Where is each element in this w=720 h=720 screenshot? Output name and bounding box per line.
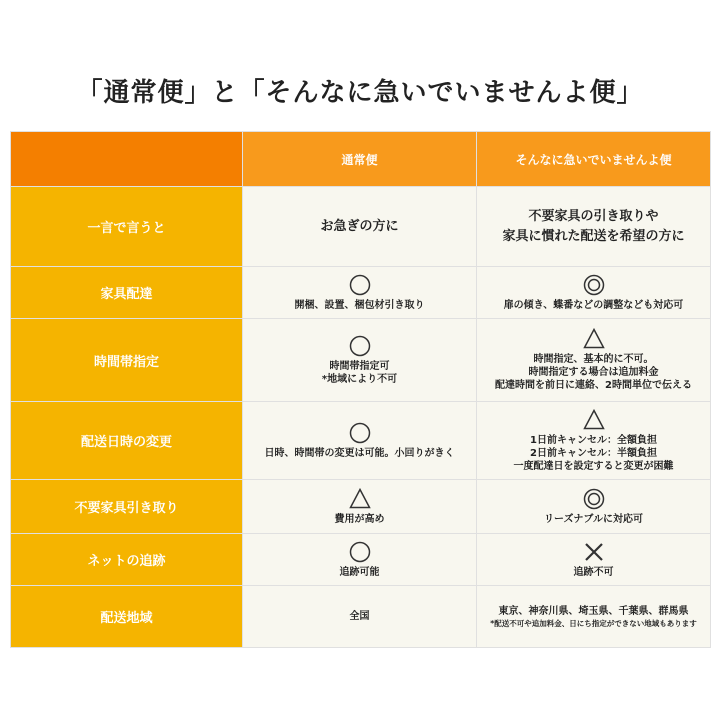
row-label: 一言で言うと <box>11 187 243 267</box>
row-label: 配送日時の変更 <box>11 402 243 480</box>
cell-text: 開梱、設置、梱包材引き取り <box>294 299 425 311</box>
cell-text: 追跡可能 <box>339 566 380 578</box>
cell-text: 費用が高め <box>334 513 385 525</box>
cell-text: 不要家具の引き取りや 家具に慣れた配送を希望の方に <box>502 208 685 244</box>
double-circle-icon <box>583 488 605 510</box>
cell-text: 1日前キャンセル：全額負担 2日前キャンセル：半額負担 一度配達日を設定すると変更が困難 <box>513 434 674 472</box>
circle-icon <box>349 422 371 444</box>
cell-slow <box>477 534 711 586</box>
triangle-icon <box>583 409 605 431</box>
circle-icon <box>349 335 371 357</box>
row-label: 不要家具引き取り <box>11 480 243 534</box>
cell-regular <box>243 267 477 319</box>
triangle-icon <box>349 488 371 510</box>
table-header-row <box>11 132 711 187</box>
header-corner <box>11 132 243 187</box>
column-header-regular: 通常便 <box>243 132 477 187</box>
row-label: 時間帯指定 <box>11 319 243 402</box>
cell-text: お急ぎの方に <box>320 218 399 234</box>
table-row <box>11 586 711 648</box>
cell-slow <box>477 480 711 534</box>
cell-regular <box>243 319 477 402</box>
cell-slow <box>477 586 711 648</box>
table-row <box>11 267 711 319</box>
cell-regular <box>243 402 477 480</box>
table-row <box>11 319 711 402</box>
cell-regular <box>243 586 477 648</box>
cell-text: 全国 <box>349 611 370 622</box>
column-header-slow: そんなに急いでいませんよ便 <box>477 132 711 187</box>
page-title: 「通常便」と「そんなに急いでいませんよ便」 <box>76 78 644 108</box>
triangle-icon <box>583 328 605 350</box>
comparison-table <box>10 131 711 648</box>
cell-text: 時間指定、基本的に不可。 時間指定する場合は追加料金 配達時間を前日に連絡、2時間単位で伝える <box>495 354 692 391</box>
row-label: 配送地域 <box>11 586 243 648</box>
cell-text: リーズナブルに対応可 <box>544 513 643 525</box>
cell-note: *配送不可や追加料金、日にち指定ができない地域もあります <box>490 618 697 628</box>
cell-text: 東京、神奈川県、埼玉県、千葉県、群馬県 <box>498 605 689 617</box>
cell-slow <box>477 267 711 319</box>
table-row <box>11 187 711 267</box>
cell-slow <box>477 319 711 402</box>
cell-text: 追跡不可 <box>573 566 614 578</box>
cell-regular <box>243 187 477 267</box>
cell-regular <box>243 480 477 534</box>
cell-slow <box>477 187 711 267</box>
cell-text: 日時、時間帯の変更は可能。小回りがきく <box>264 447 455 459</box>
circle-icon <box>349 274 371 296</box>
cell-text: 時間帯指定可 *地域により不可 <box>321 360 398 385</box>
row-label: ネットの追跡 <box>11 534 243 586</box>
circle-icon <box>349 541 371 563</box>
table-row <box>11 480 711 534</box>
table-row <box>11 534 711 586</box>
cell-slow <box>477 402 711 480</box>
row-label: 家具配達 <box>11 267 243 319</box>
table-row <box>11 402 711 480</box>
cell-regular <box>243 534 477 586</box>
cell-text: 扉の傾き、蝶番などの調整なども対応可 <box>503 299 684 311</box>
double-circle-icon <box>583 274 605 296</box>
cross-icon <box>583 541 605 563</box>
